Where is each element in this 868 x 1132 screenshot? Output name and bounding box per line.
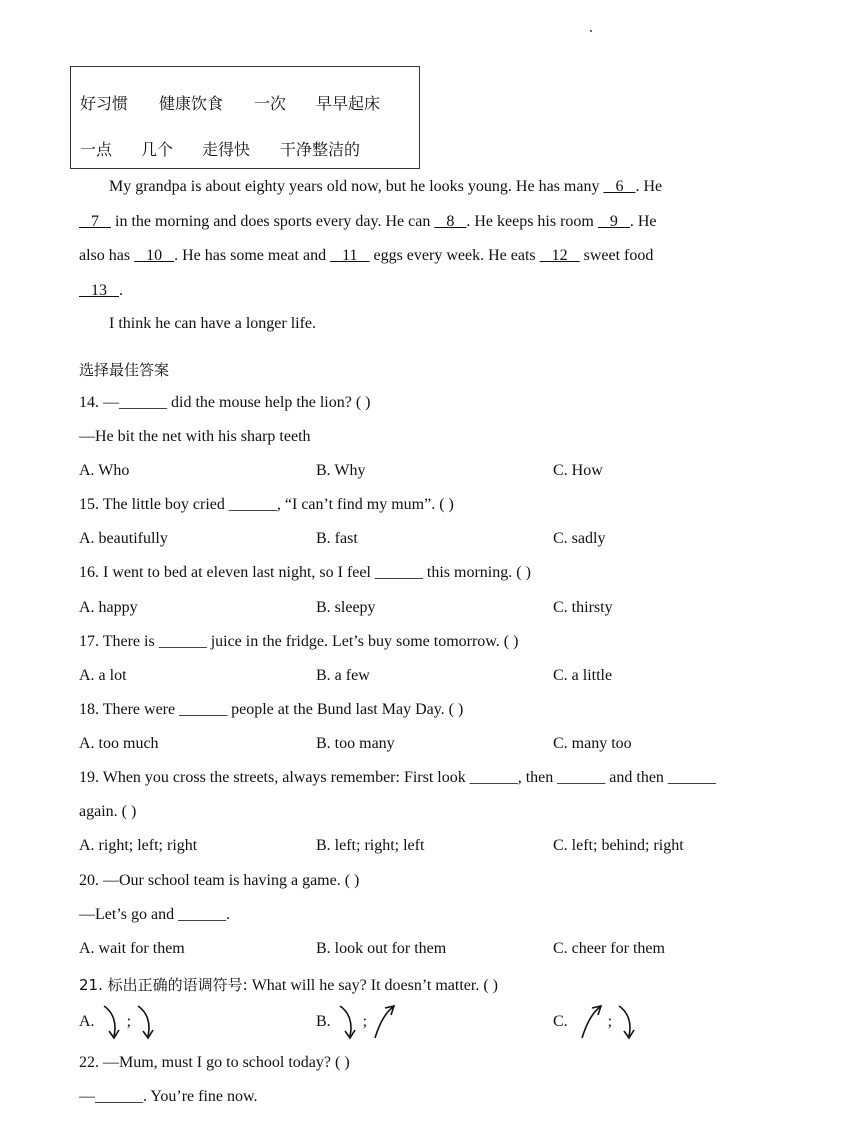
option-b[interactable]: B. a few <box>316 667 370 684</box>
separator: ; <box>126 1013 132 1030</box>
falling-intonation-arrow-icon <box>337 1003 359 1041</box>
question-22-stem: 22. —Mum, must I go to school today? ( ) <box>79 1054 350 1071</box>
option-a[interactable]: A. a lot <box>79 667 127 684</box>
question-15-stem: 15. The little boy cried ______, “I can’t find my mum”. ( ) <box>79 496 454 513</box>
option-c[interactable]: C. many too <box>553 735 632 752</box>
blank-9: 9 <box>597 213 630 230</box>
question-20-stem: 20. —Our school team is having a game. ( ) <box>79 872 360 889</box>
option-c[interactable]: C. left; behind; right <box>553 837 684 854</box>
passage-text: My grandpa is about eighty years old now, but he looks young. He has many <box>109 178 604 195</box>
question-17-stem: 17. There is ______ juice in the fridge. Let’s buy some tomorrow. ( ) <box>79 633 519 650</box>
option-a[interactable]: A. right; left; right <box>79 837 198 854</box>
passage-closing: I think he can have a longer life. <box>109 315 317 332</box>
page-speck <box>590 30 592 32</box>
option-c[interactable]: C. cheer for them <box>553 940 665 957</box>
rising-intonation-arrow-icon <box>578 1003 604 1041</box>
word-bank-box <box>70 66 420 169</box>
passage-line-3 <box>79 247 653 265</box>
option-c-label: C. <box>553 1013 568 1030</box>
falling-intonation-arrow-icon <box>616 1003 638 1041</box>
rising-intonation-arrow-icon <box>371 1003 397 1041</box>
question-16-options <box>0 599 868 621</box>
blank-12: 12 <box>539 247 580 264</box>
option-b[interactable]: B. fast <box>316 530 358 547</box>
option-a[interactable]: A. beautifully <box>79 530 168 547</box>
question-17-options <box>0 667 868 689</box>
passage-text: . He has some meat and <box>174 247 331 264</box>
passage-text: eggs every week. He eats <box>369 247 540 264</box>
option-a[interactable] <box>79 1002 157 1042</box>
blank-11: 11 <box>330 247 370 264</box>
option-c[interactable]: C. thirsty <box>553 599 613 616</box>
option-a[interactable]: A. too much <box>79 735 159 752</box>
question-21-stem-cn: 21. 标出正确的语调符号: <box>79 976 248 994</box>
question-21-stem <box>79 974 498 995</box>
word-clean-tidy: 干净整洁的 <box>280 140 361 159</box>
question-19-stem: 19. When you cross the streets, always remember: First look ______, then ______ and then ______ <box>79 769 716 786</box>
question-20-reply: —Let’s go and ______. <box>79 906 231 923</box>
question-19-options <box>0 837 868 859</box>
passage-text: . He <box>629 213 657 230</box>
option-b[interactable] <box>316 1002 397 1042</box>
question-21-options <box>0 1002 868 1042</box>
passage-text: . He <box>635 178 663 195</box>
separator: ; <box>362 1013 368 1030</box>
passage-text: in the morning and does sports every day. He can <box>111 213 435 230</box>
passage-line-4 <box>79 282 123 300</box>
option-c[interactable]: C. a little <box>553 667 613 684</box>
separator: ; <box>607 1013 613 1030</box>
word-good-habit: 好习惯 <box>80 94 129 113</box>
question-15-options <box>0 530 868 552</box>
blank-10: 10 <box>134 247 175 264</box>
falling-intonation-arrow-icon <box>135 1003 157 1041</box>
blank-8: 8 <box>434 213 467 230</box>
passage-text: sweet food <box>579 247 654 264</box>
question-19-continuation: again. ( ) <box>79 803 137 820</box>
option-b[interactable]: B. Why <box>316 462 366 479</box>
passage-line-1 <box>109 178 662 196</box>
word-get-up-early: 早早起床 <box>316 94 381 113</box>
blank-7: 7 <box>79 213 111 230</box>
passage-text: . <box>119 282 123 299</box>
word-walk-fast: 走得快 <box>202 140 251 159</box>
option-b[interactable]: B. too many <box>316 735 395 752</box>
question-21-stem-en: What will he say? It doesn’t matter. ( ) <box>247 977 498 994</box>
passage-line-2 <box>79 213 657 231</box>
question-22-reply: —______. You’re fine now. <box>79 1088 258 1105</box>
option-b-label: B. <box>316 1013 331 1030</box>
question-14-reply: —He bit the net with his sharp teeth <box>79 428 311 445</box>
option-b[interactable]: B. look out for them <box>316 940 447 957</box>
option-c[interactable]: C. How <box>553 462 603 479</box>
option-c[interactable]: C. sadly <box>553 530 606 547</box>
word-once: 一次 <box>254 94 287 113</box>
option-a[interactable]: A. wait for them <box>79 940 185 957</box>
question-18-stem: 18. There were ______ people at the Bund last May Day. ( ) <box>79 701 464 718</box>
option-b[interactable]: B. sleepy <box>316 599 376 616</box>
option-a[interactable]: A. happy <box>79 599 138 616</box>
option-c[interactable] <box>553 1002 638 1042</box>
option-a-label: A. <box>79 1013 95 1030</box>
falling-intonation-arrow-icon <box>101 1003 123 1041</box>
question-14-stem: 14. —______ did the mouse help the lion? ( ) <box>79 394 371 411</box>
option-a[interactable]: A. Who <box>79 462 130 479</box>
option-b[interactable]: B. left; right; left <box>316 837 425 854</box>
word-a-few: 几个 <box>141 140 174 159</box>
section-title: 选择最佳答案 <box>79 361 170 379</box>
blank-6: 6 <box>603 178 636 195</box>
blank-13: 13 <box>79 282 119 299</box>
passage-text: also has <box>79 247 135 264</box>
question-20-options <box>0 940 868 962</box>
passage-text: . He keeps his room <box>466 213 598 230</box>
word-healthy-diet: 健康饮食 <box>159 94 224 113</box>
question-16-stem: 16. I went to bed at eleven last night, so I feel ______ this morning. ( ) <box>79 564 531 581</box>
question-14-options <box>0 462 868 484</box>
word-a-little: 一点 <box>80 140 113 159</box>
question-18-options <box>0 735 868 757</box>
